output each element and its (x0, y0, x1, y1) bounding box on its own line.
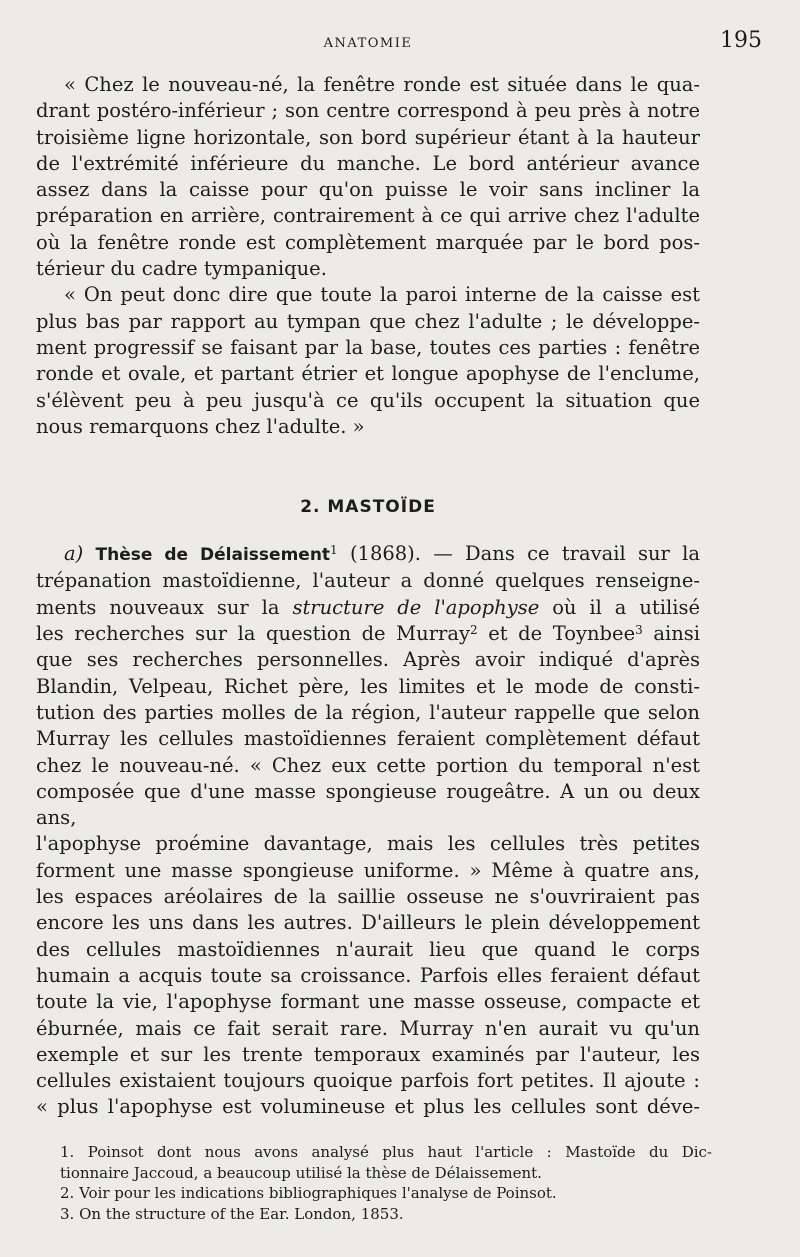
text-line: troisième ligne horizontale, son bord supérieur étant à la hauteur (36, 125, 700, 149)
footnote-3: 3. On the structure of the Ear. London, 1853. (60, 1204, 404, 1223)
thesis-title: Thèse de Délaissement (95, 545, 331, 566)
text-line: encore les uns dans les autres. D'ailleurs le plein développement (36, 911, 700, 935)
text-line: ronde et ovale, et partant étrier et longue apophyse de l'enclume, (36, 362, 700, 386)
text-line: ment progressif se faisant par la base, toutes ces parties : fenêtre (36, 335, 700, 359)
text-line: s'élèvent peu à peu jusqu'à ce qu'ils occupent la situation que (36, 388, 700, 412)
text-line: « plus l'apophyse est volumineuse et plus les cellules sont déve- (36, 1095, 700, 1119)
text-line: Blandin, Velpeau, Richet père, les limites et le mode de consti- (36, 674, 700, 698)
text-line: éburnée, mais ce fait serait rare. Murray n'en aurait vu qu'un (36, 1016, 700, 1040)
text-line: l'apophyse proémine davantage, mais les cellules très petites (36, 832, 700, 856)
body-text (36, 72, 700, 1121)
text-line: tution des parties molles de la région, l'auteur rappelle que selon (36, 700, 700, 724)
text-line: ments nouveaux sur la structure de l'apophyse où il a utilisé (36, 595, 700, 619)
italic-phrase: structure de l'apophyse (292, 595, 540, 619)
text-line: a) Thèse de Délaissement$^1$ (1868). — Dans ce travail sur la (64, 542, 700, 566)
footnote-ref: 3 (635, 623, 643, 638)
text-line: les recherches sur la question de Murray$^2$ et de Toynbee$^3$ ainsi (36, 622, 701, 646)
text-line: où la fenêtre ronde est complètement marquée par le bord pos- (36, 230, 700, 254)
paragraph-inner-wall (36, 282, 700, 440)
text-line: toute la vie, l'apophyse formant une masse osseuse, compacte et (36, 990, 700, 1014)
footnote-ref: 1 (330, 543, 338, 558)
text-line: des cellules mastoïdiennes n'aurait lieu que quand le corps (36, 937, 700, 961)
text-line: forment une masse spongieuse uniforme. » Même à quatre ans, (36, 858, 700, 882)
footnote-2: 2. Voir pour les indications bibliographiques l'analyse de Poinsot. (60, 1184, 557, 1202)
text-line: térieur du cadre tympanique. (36, 257, 327, 281)
text-line: chez le nouveau-né. « Chez eux cette portion du temporal n'est (36, 753, 700, 777)
text-line: composée que d'une masse spongieuse rougeâtre. A un ou deux ans, (36, 779, 700, 830)
footnote-1-cont: tionnaire Jaccoud, a beaucoup utilisé la thèse de Délaissement. (60, 1163, 542, 1182)
paragraph-round-window (36, 72, 700, 282)
text-line: que ses recherches personnelles. Après avoir indiqué d'après (36, 648, 700, 672)
text-line: Murray les cellules mastoïdiennes feraient complètement défaut (36, 727, 700, 751)
paragraph-delaissement (36, 541, 700, 1121)
text-line: trépanation mastoïdienne, l'auteur a donné quelques renseigne- (36, 569, 700, 593)
footnotes (60, 1142, 712, 1224)
page-header (36, 28, 762, 54)
footnote-ref: 2 (469, 623, 478, 638)
text-line: « Chez le nouveau-né, la fenêtre ronde est située dans le qua- (64, 73, 700, 96)
text-line: plus bas par rapport au tympan que chez l'adulte ; le développe- (36, 309, 700, 333)
text-line: de l'extrémité inférieure du manche. Le bord antérieur avance (36, 151, 700, 175)
text-line: les espaces aréolaires de la saillie osseuse ne s'ouvriraient pas (36, 885, 700, 909)
text-line: préparation en arrière, contrairement à ce qui arrive chez l'adulte (36, 204, 700, 228)
section-title: 2. MASTOÏDE (300, 497, 436, 518)
text-line: cellules existaient toujours quoique parfois fort petites. Il ajoute : (36, 1069, 700, 1093)
page-number: 195 (720, 28, 762, 53)
text-line: « On peut donc dire que toute la paroi interne de la caisse est (64, 283, 700, 307)
footnote-1: 1. Poinsot dont nous avons analysé plus haut l'article : Mastoïde du Dic- (60, 1143, 712, 1161)
text-line: drant postéro-inférieur ; son centre correspond à peu près à notre (36, 99, 700, 123)
text-line: nous remarquons chez l'adulte. » (36, 414, 365, 438)
text-line: assez dans la caisse pour qu'on puisse le voir sans incliner la (36, 178, 700, 202)
running-head: ANATOMIE (323, 36, 413, 51)
text-line: exemple et sur les trente temporaux examinés par l'auteur, les (36, 1042, 700, 1066)
text-line: humain a acquis toute sa croissance. Parfois elles feraient défaut (36, 963, 700, 987)
